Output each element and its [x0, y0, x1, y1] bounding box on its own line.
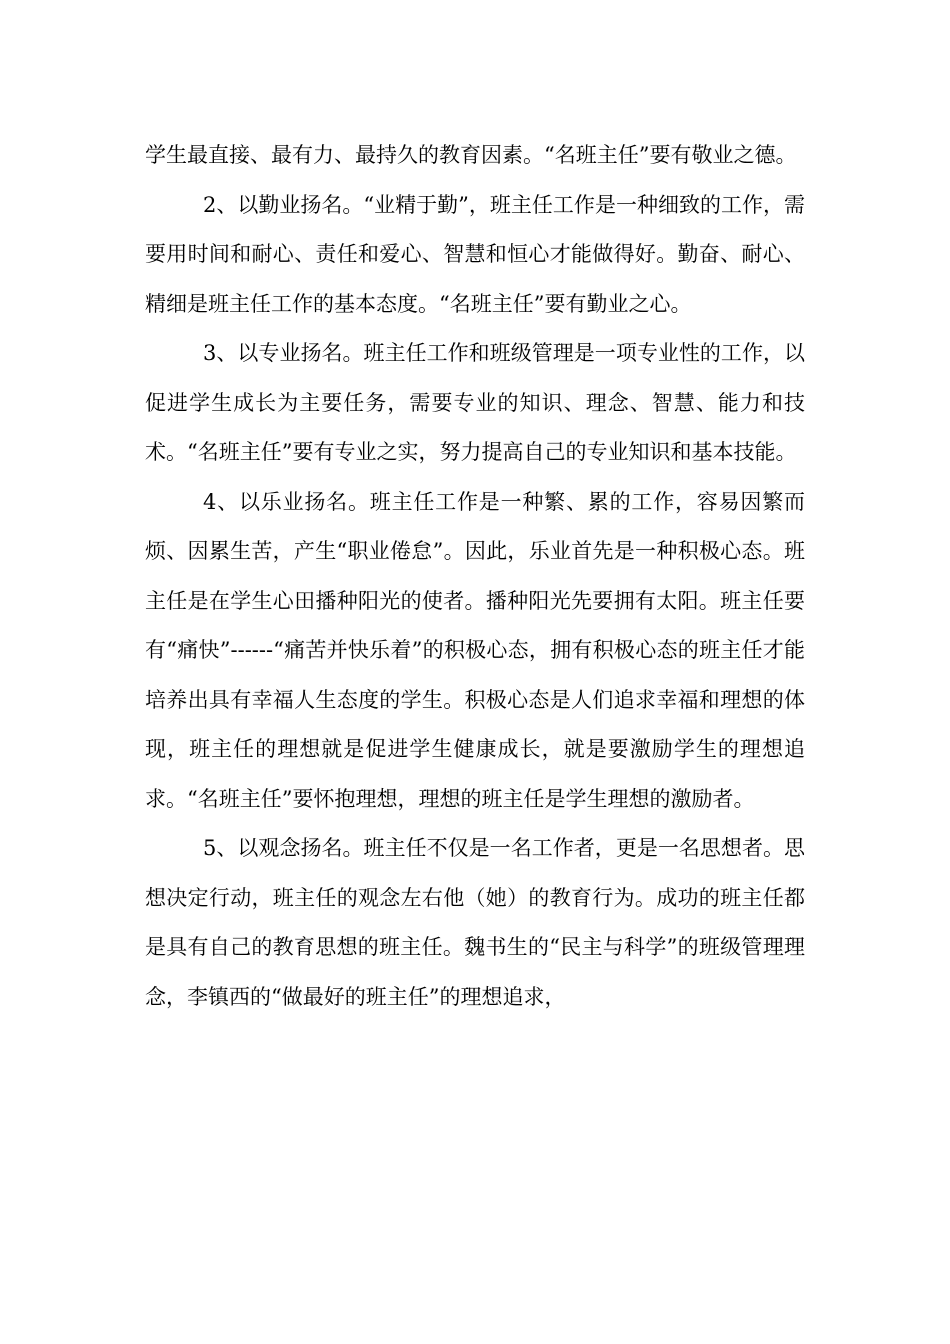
paragraph-continuation: 学生最直接、最有力、最持久的教育因素。“名班主任”要有敬业之德。: [145, 143, 797, 167]
document-body: [145, 131, 805, 1022]
paragraph-professionalism: 3、以专业扬名。班主任工作和班级管理是一项专业性的工作，以促进学生成长为主要任务，需要专业的知识、理念、智慧、能力和技术。“名班主任”要有专业之实，努力提高自己的专业知识和基本技能。: [145, 341, 805, 464]
paragraph-enjoyment: 4、以乐业扬名。班主任工作是一种繁、累的工作，容易因繁而烦、因累生苦，产生“职业倦怠”。因此，乐业首先是一种积极心态。班主任是在学生心田播种阳光的使者。播种阳光先要拥有太阳。班主任要有“痛快”------“痛苦并快乐着”的积极心态，拥有积极心态的班主任才能培养出具有幸福人生态度的学生。积极心态是人们追求幸福和理想的体现，班主任的理想就是促进学生健康成长，就是要激励学生的理想追求。“名班主任”要怀抱理想，理想的班主任是学生理想的激励者。: [145, 489, 805, 811]
paragraph-diligence: 2、以勤业扬名。“业精于勤”，班主任工作是一种细致的工作，需要用时间和耐心、责任和爱心、智慧和恒心才能做得好。勤奋、耐心、精细是班主任工作的基本态度。“名班主任”要有勤业之心。: [145, 192, 805, 316]
paragraph-concepts: 5、以观念扬名。班主任不仅是一名工作者，更是一名思想者。思想决定行动，班主任的观念左右他（她）的教育行为。成功的班主任都是具有自己的教育思想的班主任。魏书生的“民主与科学”的班级管理理念，李镇西的“做最好的班主任”的理想追求，: [145, 836, 805, 1009]
